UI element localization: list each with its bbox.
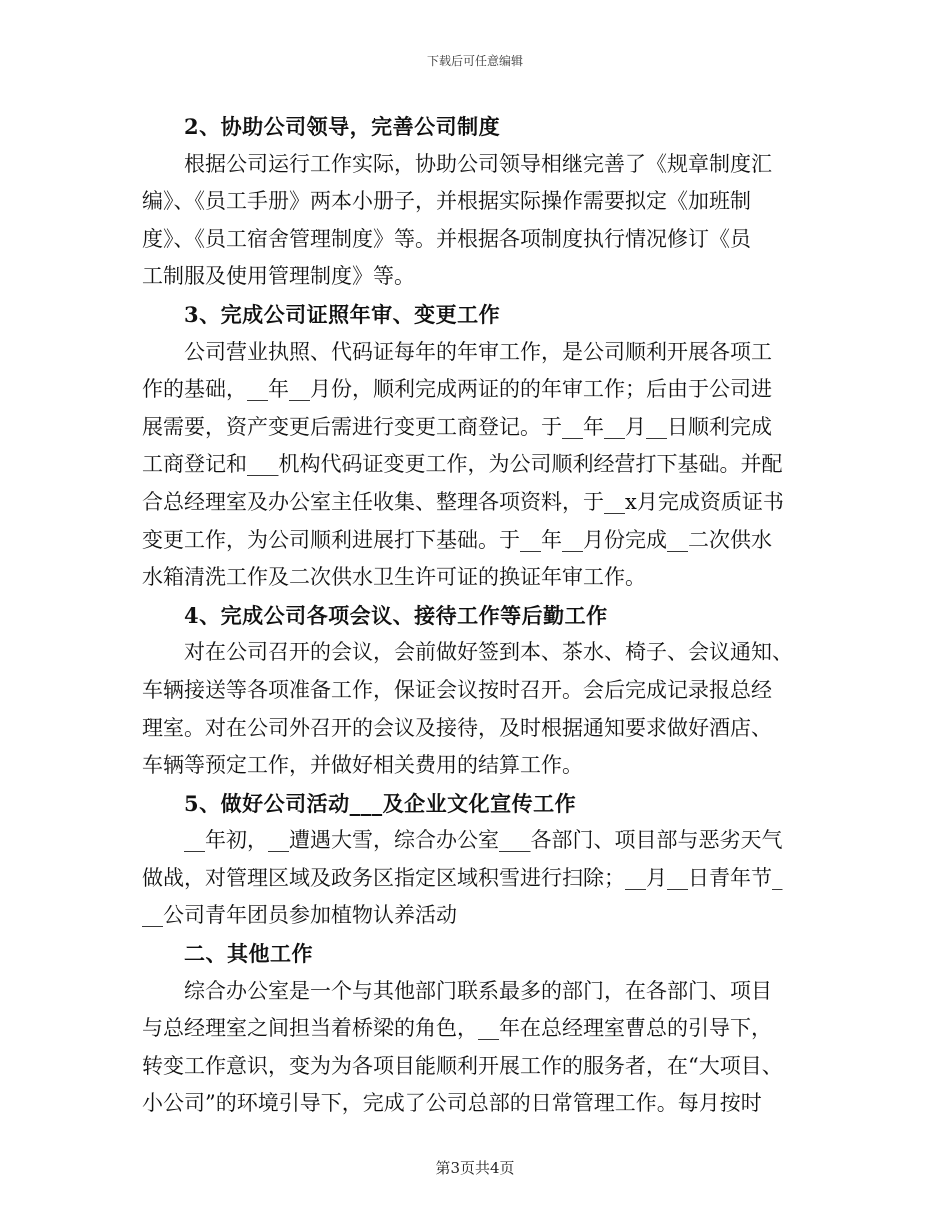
paragraph-line: 公司营业执照、代码证每年的年审工作，是公司顺利开展各项工 [184, 339, 772, 364]
paragraph-line: 变更工作，为公司顺利进展打下基础。于__年__月份完成__二次供水 [142, 527, 772, 552]
paragraph-line: 合总经理室及办公室主任收集、整理各项资料，于__x月完成资质证书 [142, 489, 784, 514]
page-number: 第3页共4页 [435, 1159, 515, 1177]
paragraph-line: 编》、《员工手册》两本小册子，并根据实际操作需要拟定《加班制 [142, 189, 751, 214]
paragraph-line: 工商登记和___机构代码证变更工作，为公司顺利经营打下基础。并配 [142, 452, 783, 477]
paragraph-line: __公司青年团员参加植物认养活动 [142, 903, 457, 928]
section-heading: 二、其他工作 [184, 941, 313, 967]
document-body [142, 108, 814, 1123]
paragraph-line: 车辆接送等各项准备工作，保证会议按时召开。会后完成记录报总经 [142, 677, 772, 702]
section-heading: 3、完成公司证照年审、变更工作 [184, 301, 501, 327]
paragraph-line: 作的基础，__年__月份，顺利完成两证的的年审工作；后由于公司进 [142, 377, 772, 402]
section-heading: 5、做好公司活动___及企业文化宣传工作 [184, 790, 577, 816]
paragraph-line: __年初，__遭遇大雪，综合办公室___各部门、项目部与恶劣天气 [184, 828, 783, 853]
paragraph-line: 做战，对管理区域及政务区指定区域积雪进行扫除；__月__日青年节_ [142, 865, 783, 890]
paragraph-line: 理室。对在公司外召开的会议及接待，及时根据通知要求做好酒店、 [142, 715, 772, 740]
paragraph-line: 工制服及使用管理制度》等。 [142, 264, 415, 289]
paragraph-line: 与总经理室之间担当着桥梁的角色，__年在总经理室曹总的引导下， [142, 1016, 772, 1041]
section-heading: 2、协助公司领导，完善公司制度 [184, 114, 501, 139]
page-header: 下载后可任意编辑 [426, 54, 523, 68]
paragraph-line: 转变工作意识，变为为各项目能顺利开展工作的服务者，在“大项目、 [142, 1053, 783, 1078]
paragraph-line: 展需要，资产变更后需进行变更工商登记。于__年__月__日顺利完成 [142, 414, 772, 439]
paragraph-line: 根据公司运行工作实际，协助公司领导相继完善了《规章制度汇 [184, 151, 772, 176]
paragraph-line: 水箱清洗工作及二次供水卫生许可证的换证年审工作。 [142, 565, 646, 590]
section-heading: 4、完成公司各项会议、接待工作等后勤工作 [184, 602, 608, 628]
paragraph-line: 小公司”的环境引导下，完成了公司总部的日常管理工作。每月按时 [142, 1091, 762, 1116]
paragraph-line: 对在公司召开的会议，会前做好签到本、茶水、椅子、会议通知、 [184, 640, 793, 665]
paragraph-line: 车辆等预定工作，并做好相关费用的结算工作。 [142, 753, 583, 778]
paragraph-line: 综合办公室是一个与其他部门联系最多的部门，在各部门、项目 [184, 978, 772, 1003]
paragraph-line: 度》、《员工宿舍管理制度》等。并根据各项制度执行情况修订《员 [142, 226, 751, 251]
